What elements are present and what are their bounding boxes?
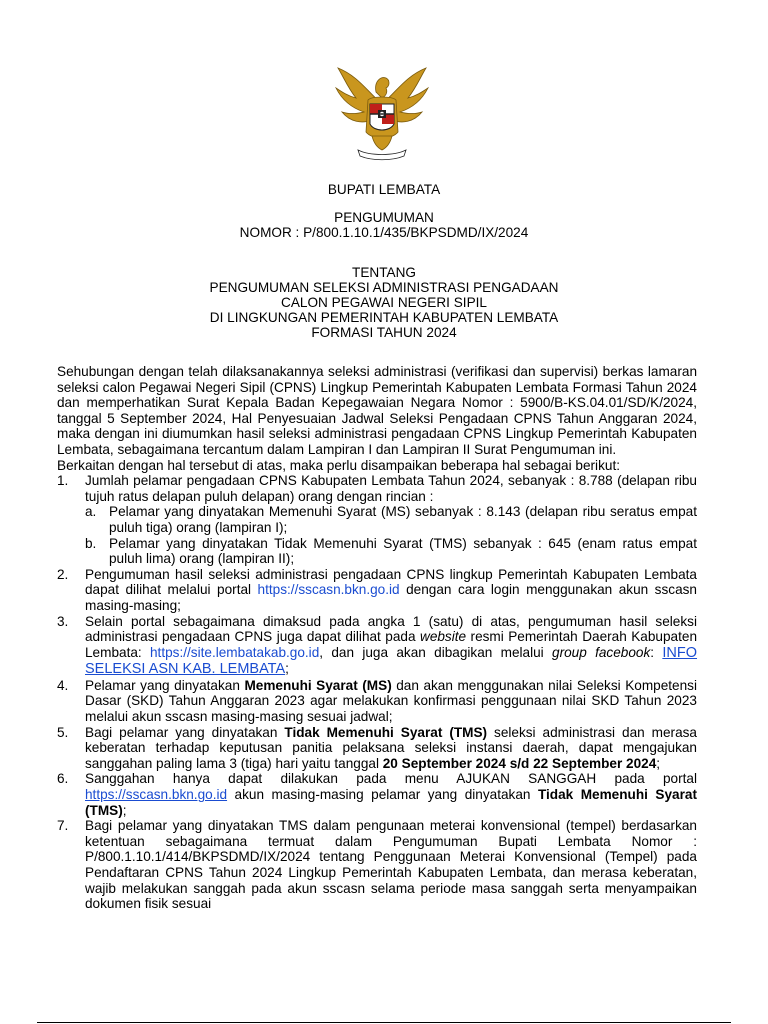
- title-line: PENGUMUMAN SELEKSI ADMINISTRASI PENGADAAN: [209, 280, 559, 295]
- item-text: :: [650, 644, 663, 660]
- garuda-emblem-icon: [330, 62, 434, 166]
- title-line: FORMASI TAHUN 2024: [311, 325, 457, 340]
- sub-item-text: Pelamar yang dinyatakan Memenuhi Syarat (MS) sebanyak : 8.143 (delapan ribu seratus empat puluh tiga) orang (lampiran I);: [109, 504, 697, 535]
- item-text: seleksi administrasi dan merasa keberatan terhadap keputusan panitia pelaksana seleksi instansi daerah, dapat mengajukan sanggahan paling lama 3 (tiga) hari yaitu tanggal: [85, 724, 697, 771]
- tms-status-label: Tidak Memenuhi Syarat (TMS): [85, 787, 697, 818]
- page-bottom-rule: [37, 1022, 731, 1023]
- item-number: 5.: [57, 724, 69, 740]
- item-number: 4.: [57, 677, 69, 693]
- subject-heading: [0, 265, 768, 340]
- lembata-site-link[interactable]: https://site.lembatakab.go.id: [150, 644, 320, 660]
- sscasn-link[interactable]: https://sscasn.bkn.go.id: [257, 582, 407, 598]
- office-heading: [0, 182, 768, 197]
- item-text: Pengumuman hasil seleksi administrasi pengadaan CPNS lingkup Pemerintah Kabupaten Lembata dapat dilihat melalui portal: [85, 566, 697, 598]
- list-item: [57, 473, 697, 567]
- lead-paragraph: Berkaitan dengan hal tersebut di atas, maka perlu disampaikan beberapa hal sebagai berikut:: [57, 457, 620, 473]
- item-text: resmi Pemerintah Daerah Kabupaten Lembata:: [85, 629, 698, 660]
- objection-period: 20 September 2024 s/d 22 September 2024: [382, 755, 657, 771]
- item-number: 1.: [57, 473, 69, 489]
- item-text: , dan juga akan dibagikan melalui: [319, 644, 553, 660]
- sub-item: [85, 504, 697, 535]
- item-text: dengan cara login menggunakan akun sscasn masing-masing;: [85, 582, 697, 613]
- item-text: dan akan menggunakan nilai Seleksi Kompetensi Dasar (SKD) Tahun Anggaran 2023 agar melakukan konfirmasi penggunaan nilai SKD Tahun 2023 melalui akun sscasn masing-masing sesuai jadwal;: [85, 677, 697, 725]
- item-text: Selain portal sebagaimana dimaksud pada angka 1 (satu) di atas, pengumuman hasil seleksi administrasi pengadaan CPNS juga dapat dilihat pada: [85, 613, 697, 645]
- announcement-heading: [0, 210, 768, 240]
- announcement-body: [57, 364, 697, 912]
- item-text: akun masing-masing pelamar yang dinyatakan: [227, 787, 538, 803]
- sub-item: [85, 536, 697, 567]
- group-facebook-label: group facebook: [552, 644, 651, 660]
- sub-item-text: Pelamar yang dinyatakan Tidak Memenuhi Syarat (TMS) sebanyak : 645 (enam ratus empat puluh lima) orang (lampiran II);: [109, 535, 697, 567]
- sub-item-letter: a.: [85, 504, 97, 520]
- list-item: [57, 567, 697, 614]
- document-type: PENGUMUMAN: [334, 210, 434, 225]
- item-text: ;: [656, 755, 661, 771]
- item-number: 7.: [57, 818, 69, 834]
- intro-paragraph: Sehubungan dengan telah dilaksanakannya seleksi administrasi (verifikasi dan supervisi) berkas lamaran seleksi calon Pegawai Negeri Sipil (CPNS) Lingkup Pemerintah Kabupaten Lembata Formasi Tahun 2024 dan memperhatikan Surat Kepala Badan Kepegawaian Negara Nomor : 5900/B-KS.04.01/SD/K/2024, tanggal 5 September 2024, Hal Penyesuaian Jadwal Seleksi Pengadaan CPNS Tahun Anggaran 2024, maka dengan ini diumumkan hasil seleksi administrasi pengadaan CPNS Lingkup Pemerintah Kabupaten Lembata, sebagaimana tercantum dalam Lampiran I dan Lampiran II Surat Pengumuman ini.: [57, 364, 697, 457]
- office-name: BUPATI LEMBATA: [327, 182, 441, 197]
- list-item: [57, 771, 697, 818]
- item-text: ;: [122, 802, 127, 818]
- item-number: 2.: [57, 566, 69, 582]
- item-text: Jumlah pelamar pengadaan CPNS Kabupaten Lembata Tahun 2024, sebanyak : 8.788 (delapan ribu tujuh ratus delapan puluh delapan) orang dengan rincian :: [85, 473, 697, 504]
- item-number: 6.: [57, 771, 69, 787]
- item-text: Sanggahan hanya dapat dilakukan pada menu AJUKAN SANGGAH pada portal: [85, 771, 697, 787]
- points-list: [57, 473, 697, 912]
- tms-status-label: Tidak Memenuhi Syarat (TMS): [284, 724, 488, 740]
- title-line: CALON PEGAWAI NEGERI SIPIL: [281, 295, 487, 310]
- item-text: ;: [285, 661, 289, 677]
- list-item: [57, 818, 697, 912]
- about-label: TENTANG: [352, 265, 416, 280]
- website-label: website: [420, 629, 467, 645]
- list-item: [57, 614, 697, 678]
- item-text: Pelamar yang dinyatakan: [85, 677, 245, 693]
- list-item: [57, 678, 697, 725]
- sscasn-link[interactable]: https://sscasn.bkn.go.id: [85, 787, 228, 803]
- item-text: Bagi pelamar yang dinyatakan: [85, 724, 285, 740]
- item-number: 3.: [57, 613, 69, 629]
- document-number: NOMOR : P/800.1.10.1/435/BKPSDMD/IX/2024: [239, 225, 529, 240]
- sub-item-letter: b.: [85, 535, 97, 551]
- item-text: Bagi pelamar yang dinyatakan TMS dalam pengunaan meterai konvensional (tempel) berdasarkan ketentuan sebagaimana termuat dalam Pengumuman Bupati Lembata Nomor : P/800.1.10.1/414/BKPSDMD/IX/2024 tentang Penggunaan Meterai Konvensional (Tempel) pada Pendaftaran CPNS Tahun 2024 Lingkup Pemerintah Kabupaten Lembata, dan merasa keberatan, wajib melakukan sanggah pada akun sscasn selama periode masa sanggah serta menyampaikan dokumen fisik sesuai: [85, 818, 697, 912]
- title-line: DI LINGKUNGAN PEMERINTAH KABUPATEN LEMBATA: [209, 310, 559, 325]
- list-item: [57, 725, 697, 772]
- facebook-group-link[interactable]: INFO SELEKSI ASN KAB. LEMBATA: [85, 644, 697, 678]
- ms-status-label: Memenuhi Syarat (MS): [244, 677, 392, 693]
